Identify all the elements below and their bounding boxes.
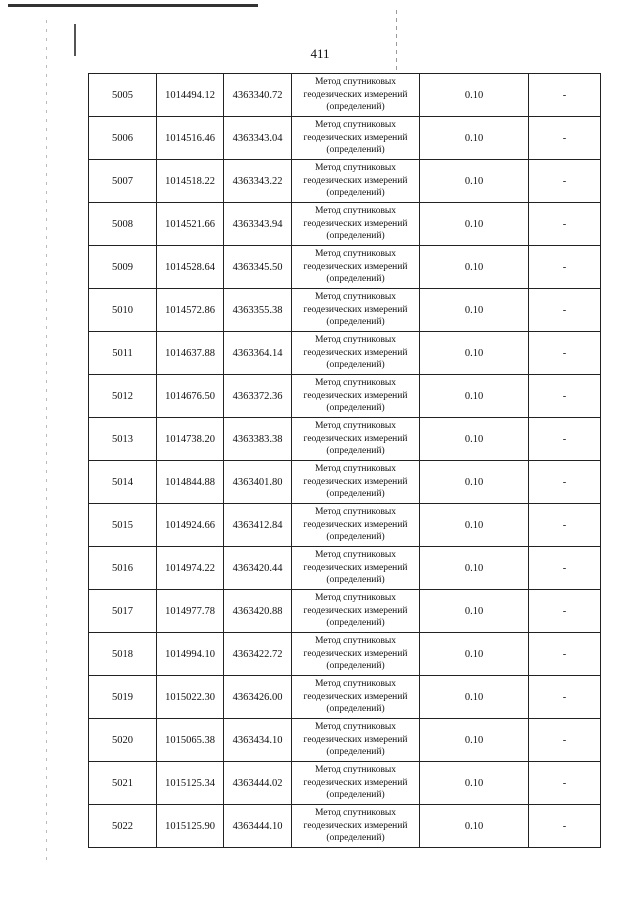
y-coordinate-cell: 4363422.72 (224, 633, 292, 676)
method-text-line: (определений) (326, 231, 385, 242)
note-cell: - (529, 805, 601, 848)
x-coordinate-cell: 1014974.22 (157, 547, 224, 590)
x-coordinate-cell: 1014637.88 (157, 332, 224, 375)
precision-cell: 0.10 (420, 375, 529, 418)
method-text-line: Метод спутниковых (314, 249, 397, 260)
method-cell (292, 332, 420, 375)
precision-cell: 0.10 (420, 590, 529, 633)
table-row (89, 246, 601, 289)
method-text-line: (определений) (326, 102, 385, 113)
scan-artifact-left-dots (46, 20, 47, 860)
point-id-cell: 5007 (89, 160, 157, 203)
x-coordinate-cell: 1014676.50 (157, 375, 224, 418)
method-cell (292, 375, 420, 418)
y-coordinate-cell: 4363420.88 (224, 590, 292, 633)
note-cell: - (529, 504, 601, 547)
y-coordinate-cell: 4363383.38 (224, 418, 292, 461)
method-text-line: геодезических измерений (303, 476, 408, 487)
y-coordinate-cell: 4363401.80 (224, 461, 292, 504)
method-cell (292, 160, 420, 203)
table-row (89, 117, 601, 160)
method-text-line: (определений) (326, 188, 385, 199)
x-coordinate-cell: 1015125.34 (157, 762, 224, 805)
precision-cell: 0.10 (420, 676, 529, 719)
method-text-line: (определений) (326, 446, 385, 457)
method-text-line: геодезических измерений (303, 89, 408, 100)
note-cell: - (529, 418, 601, 461)
method-text-line: (определений) (326, 618, 385, 629)
method-text-line: (определений) (326, 274, 385, 285)
x-coordinate-cell: 1014738.20 (157, 418, 224, 461)
method-text-line: (определений) (326, 489, 385, 500)
y-coordinate-cell: 4363412.84 (224, 504, 292, 547)
method-text-line: Метод спутниковых (314, 808, 397, 819)
method-text-line: Метод спутниковых (314, 507, 397, 518)
precision-cell: 0.10 (420, 461, 529, 504)
method-text-line: геодезических измерений (303, 218, 408, 229)
point-id-cell: 5009 (89, 246, 157, 289)
y-coordinate-cell: 4363340.72 (224, 74, 292, 117)
precision-cell: 0.10 (420, 203, 529, 246)
method-text-line: геодезических измерений (303, 304, 408, 315)
x-coordinate-cell: 1014516.46 (157, 117, 224, 160)
method-text-line: геодезических измерений (303, 605, 408, 616)
x-coordinate-cell: 1014528.64 (157, 246, 224, 289)
precision-cell: 0.10 (420, 762, 529, 805)
method-text-line: Метод спутниковых (314, 550, 397, 561)
x-coordinate-cell: 1014518.22 (157, 160, 224, 203)
y-coordinate-cell: 4363364.14 (224, 332, 292, 375)
method-text-line: Метод спутниковых (314, 636, 397, 647)
point-id-cell: 5022 (89, 805, 157, 848)
precision-cell: 0.10 (420, 805, 529, 848)
method-text-line: (определений) (326, 575, 385, 586)
method-text-line: геодезических измерений (303, 519, 408, 530)
x-coordinate-cell: 1014521.66 (157, 203, 224, 246)
method-cell (292, 289, 420, 332)
point-id-cell: 5021 (89, 762, 157, 805)
point-id-cell: 5014 (89, 461, 157, 504)
method-cell (292, 547, 420, 590)
precision-cell: 0.10 (420, 74, 529, 117)
point-id-cell: 5011 (89, 332, 157, 375)
scan-artifact-top-line (8, 4, 258, 7)
coordinates-table (88, 73, 601, 848)
method-text-line: (определений) (326, 360, 385, 371)
method-cell (292, 590, 420, 633)
point-id-cell: 5005 (89, 74, 157, 117)
method-cell (292, 719, 420, 762)
table-row (89, 74, 601, 117)
y-coordinate-cell: 4363426.00 (224, 676, 292, 719)
point-id-cell: 5006 (89, 117, 157, 160)
method-text-line: (определений) (326, 145, 385, 156)
table-row (89, 418, 601, 461)
table-row (89, 332, 601, 375)
note-cell: - (529, 332, 601, 375)
table-row (89, 289, 601, 332)
method-text-line: геодезических измерений (303, 734, 408, 745)
note-cell: - (529, 633, 601, 676)
precision-cell: 0.10 (420, 719, 529, 762)
y-coordinate-cell: 4363444.02 (224, 762, 292, 805)
precision-cell: 0.10 (420, 504, 529, 547)
note-cell: - (529, 203, 601, 246)
x-coordinate-cell: 1015125.90 (157, 805, 224, 848)
method-text-line: Метод спутниковых (314, 378, 397, 389)
method-cell (292, 676, 420, 719)
note-cell: - (529, 547, 601, 590)
table-row (89, 547, 601, 590)
table-row (89, 160, 601, 203)
method-text-line: Метод спутниковых (314, 765, 397, 776)
method-cell (292, 74, 420, 117)
method-text-line: геодезических измерений (303, 132, 408, 143)
point-id-cell: 5015 (89, 504, 157, 547)
method-text-line: Метод спутниковых (314, 206, 397, 217)
table-row (89, 375, 601, 418)
precision-cell: 0.10 (420, 289, 529, 332)
method-text-line: геодезических измерений (303, 433, 408, 444)
y-coordinate-cell: 4363444.10 (224, 805, 292, 848)
method-text-line: (определений) (326, 661, 385, 672)
x-coordinate-cell: 1014977.78 (157, 590, 224, 633)
table-row (89, 633, 601, 676)
y-coordinate-cell: 4363343.22 (224, 160, 292, 203)
method-text-line: геодезических измерений (303, 648, 408, 659)
table-row (89, 203, 601, 246)
note-cell: - (529, 375, 601, 418)
y-coordinate-cell: 4363343.94 (224, 203, 292, 246)
method-text-line: геодезических измерений (303, 175, 408, 186)
note-cell: - (529, 160, 601, 203)
table-row (89, 504, 601, 547)
method-text-line: Метод спутниковых (314, 679, 397, 690)
method-text-line: геодезических измерений (303, 777, 408, 788)
table-row (89, 805, 601, 848)
x-coordinate-cell: 1014924.66 (157, 504, 224, 547)
table-row (89, 762, 601, 805)
method-cell (292, 203, 420, 246)
method-cell (292, 504, 420, 547)
method-text-line: геодезических измерений (303, 347, 408, 358)
method-text-line: (определений) (326, 833, 385, 844)
method-text-line: геодезических измерений (303, 691, 408, 702)
table-row (89, 590, 601, 633)
x-coordinate-cell: 1014572.86 (157, 289, 224, 332)
x-coordinate-cell: 1014844.88 (157, 461, 224, 504)
precision-cell: 0.10 (420, 332, 529, 375)
method-text-line: Метод спутниковых (314, 421, 397, 432)
note-cell: - (529, 676, 601, 719)
method-text-line: Метод спутниковых (314, 464, 397, 475)
method-text-line: (определений) (326, 790, 385, 801)
method-cell (292, 805, 420, 848)
method-text-line: Метод спутниковых (314, 120, 397, 131)
note-cell: - (529, 461, 601, 504)
y-coordinate-cell: 4363420.44 (224, 547, 292, 590)
method-cell (292, 117, 420, 160)
note-cell: - (529, 762, 601, 805)
point-id-cell: 5013 (89, 418, 157, 461)
method-text-line: Метод спутниковых (314, 77, 397, 88)
method-text-line: (определений) (326, 532, 385, 543)
method-text-line: геодезических измерений (303, 261, 408, 272)
note-cell: - (529, 590, 601, 633)
y-coordinate-cell: 4363355.38 (224, 289, 292, 332)
method-text-line: (определений) (326, 317, 385, 328)
precision-cell: 0.10 (420, 633, 529, 676)
method-text-line: (определений) (326, 704, 385, 715)
x-coordinate-cell: 1014994.10 (157, 633, 224, 676)
method-text-line: (определений) (326, 403, 385, 414)
y-coordinate-cell: 4363343.04 (224, 117, 292, 160)
method-text-line: Метод спутниковых (314, 722, 397, 733)
table-row (89, 676, 601, 719)
method-cell (292, 762, 420, 805)
point-id-cell: 5012 (89, 375, 157, 418)
method-text-line: геодезических измерений (303, 562, 408, 573)
method-cell (292, 246, 420, 289)
method-text-line: геодезических измерений (303, 390, 408, 401)
precision-cell: 0.10 (420, 547, 529, 590)
method-text-line: Метод спутниковых (314, 335, 397, 346)
precision-cell: 0.10 (420, 160, 529, 203)
point-id-cell: 5016 (89, 547, 157, 590)
point-id-cell: 5019 (89, 676, 157, 719)
precision-cell: 0.10 (420, 117, 529, 160)
precision-cell: 0.10 (420, 246, 529, 289)
x-coordinate-cell: 1014494.12 (157, 74, 224, 117)
note-cell: - (529, 74, 601, 117)
y-coordinate-cell: 4363434.10 (224, 719, 292, 762)
x-coordinate-cell: 1015022.30 (157, 676, 224, 719)
method-text-line: геодезических измерений (303, 820, 408, 831)
method-text-line: Метод спутниковых (314, 292, 397, 303)
point-id-cell: 5010 (89, 289, 157, 332)
y-coordinate-cell: 4363372.36 (224, 375, 292, 418)
note-cell: - (529, 289, 601, 332)
point-id-cell: 5020 (89, 719, 157, 762)
method-text-line: Метод спутниковых (314, 163, 397, 174)
note-cell: - (529, 719, 601, 762)
method-text-line: (определений) (326, 747, 385, 758)
point-id-cell: 5017 (89, 590, 157, 633)
table-row (89, 461, 601, 504)
table-row (89, 719, 601, 762)
point-id-cell: 5018 (89, 633, 157, 676)
method-text-line: Метод спутниковых (314, 593, 397, 604)
method-cell (292, 633, 420, 676)
precision-cell: 0.10 (420, 418, 529, 461)
x-coordinate-cell: 1015065.38 (157, 719, 224, 762)
method-cell (292, 461, 420, 504)
note-cell: - (529, 117, 601, 160)
y-coordinate-cell: 4363345.50 (224, 246, 292, 289)
coordinates-table-body (89, 74, 601, 848)
point-id-cell: 5008 (89, 203, 157, 246)
method-cell (292, 418, 420, 461)
page-number: 411 (310, 46, 330, 61)
note-cell: - (529, 246, 601, 289)
